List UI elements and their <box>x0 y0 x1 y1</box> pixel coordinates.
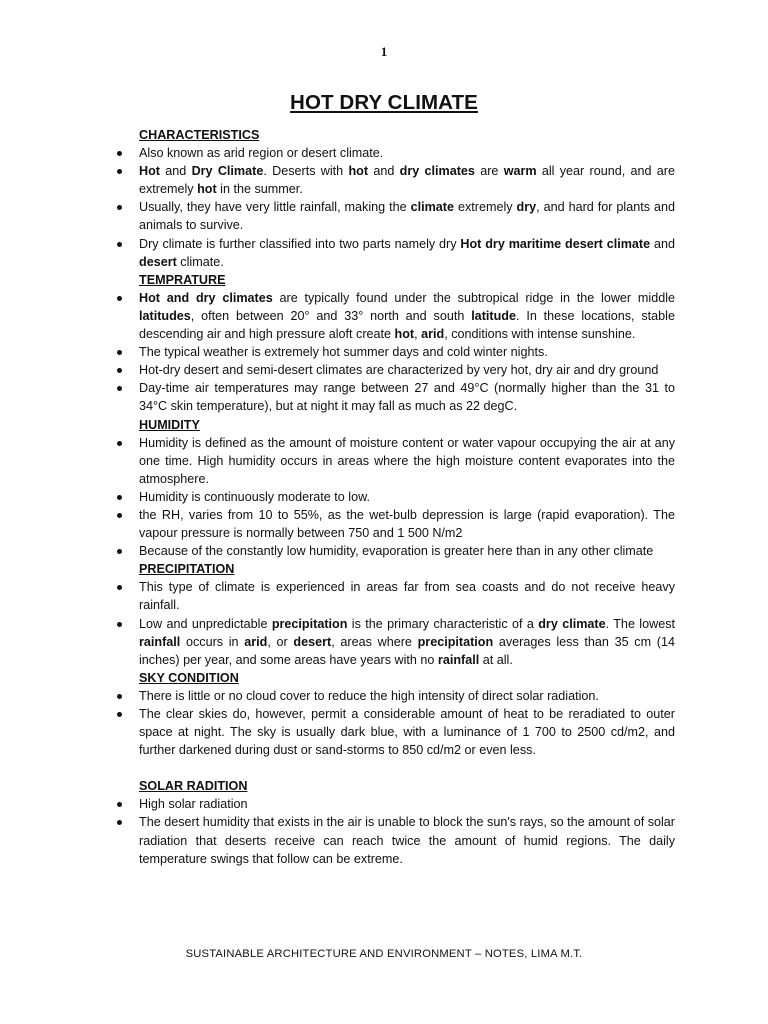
bold-text: Hot dry maritime desert climate <box>460 236 651 251</box>
bold-text: rainfall <box>139 634 181 649</box>
section-heading-solar-radition: SOLAR RADITION <box>139 779 248 794</box>
text-run: There is little or no cloud cover to reduce the high intensity of direct solar radiation. <box>139 688 599 703</box>
text-run: Usually, they have very little rainfall, making the <box>139 200 411 215</box>
bullet-item <box>115 705 675 759</box>
text-run: , <box>414 327 422 342</box>
bold-text: hot <box>394 327 415 342</box>
bullet-item <box>115 198 675 234</box>
bullet-icon <box>117 205 122 210</box>
bullet-item <box>115 542 675 560</box>
text-run: , conditions with intense sunshine. <box>444 327 636 342</box>
page-number: 1 <box>380 44 388 59</box>
bullet-item <box>115 379 675 415</box>
text-run: all year round, and are extremely <box>139 164 676 197</box>
bullet-icon <box>117 296 122 301</box>
text-run: . The lowest <box>605 616 676 631</box>
bullet-icon <box>117 622 122 627</box>
bold-text: dry climates <box>399 164 475 179</box>
text-run: . In these locations, stable descending air and high pressure aloft create <box>139 308 675 342</box>
text-run: Hot-dry desert and semi-desert climates are characterized by very hot, dry air and dry ground <box>139 363 659 378</box>
bold-text: desert <box>293 634 332 649</box>
bullet-item <box>115 506 675 542</box>
bullet-icon <box>117 169 122 174</box>
bold-text: Hot and dry climates <box>139 290 273 305</box>
text-run: . Deserts with <box>263 164 349 179</box>
text-run: , areas where <box>331 634 418 649</box>
text-run: Day-time air temperatures may range between 27 and 49°C (normally higher than the 31 to 34°C skin temperature), but at night it may fall as much as 22 degC. <box>139 381 675 414</box>
bullet-icon <box>117 368 122 373</box>
bold-text: arid <box>421 327 445 342</box>
bullet-item <box>115 813 675 867</box>
text-run: , or <box>267 634 294 649</box>
text-run: and <box>159 164 192 179</box>
bold-text: dry climate <box>538 616 606 631</box>
text-run: at all. <box>479 652 513 667</box>
bullet-icon <box>117 820 122 825</box>
bullet-icon <box>117 242 122 247</box>
text-run: , often between 20° and 33° north and south <box>190 308 472 323</box>
bold-text: warm <box>503 164 537 179</box>
bullet-item <box>115 795 675 813</box>
bold-text: precipitation <box>417 634 494 649</box>
text-run: in the summer. <box>216 182 303 197</box>
section-heading-precipitation: PRECIPITATION <box>139 562 235 577</box>
bullet-item <box>115 687 675 705</box>
section-heading-humidity: HUMIDITY <box>139 417 200 432</box>
bullet-item <box>115 144 675 162</box>
bullet-item <box>115 361 675 379</box>
bullet-item <box>115 615 675 669</box>
text-run: are <box>474 164 504 179</box>
text-run: Humidity is defined as the amount of moisture content or water vapour occupying the air at any one time. High humidity occurs in areas where the high moisture content evaporates into the atmosphere. <box>139 435 675 486</box>
bullet-item <box>115 578 675 614</box>
section-heading-characteristics: CHARACTERISTICS <box>139 128 260 142</box>
bold-text: latitude <box>471 308 516 323</box>
section-heading-temprature: TEMPRATURE <box>139 272 226 287</box>
text-run: High solar radiation <box>139 797 248 812</box>
document-title: HOT DRY CLIMATE <box>290 91 478 114</box>
bullet-icon <box>117 585 122 590</box>
text-run: This type of climate is experienced in areas far from sea coasts and do not receive heavy rainfall. <box>139 580 675 613</box>
bold-text: desert <box>139 254 177 269</box>
text-run: and <box>650 236 675 251</box>
bullet-icon <box>117 549 122 554</box>
text-run: climate. <box>176 254 224 269</box>
document-body <box>115 126 675 868</box>
page-footer: SUSTAINABLE ARCHITECTURE AND ENVIRONMENT – NOTES, LIMA M.T. <box>185 948 583 960</box>
bold-text: arid <box>244 634 268 649</box>
bullet-item <box>115 289 675 343</box>
text-run: and <box>368 164 400 179</box>
bullet-icon <box>117 802 122 807</box>
bullet-icon <box>117 386 122 391</box>
text-run: extremely <box>454 200 517 215</box>
bullet-icon <box>117 151 122 156</box>
text-run: Also known as arid region or desert climate. <box>139 146 384 161</box>
bold-text: hot <box>348 164 369 179</box>
text-run: the RH, varies from 10 to 55%, as the wet-bulb depression is large (rapid evaporation). The vapour pressure is normally between 750 and 1 500 N/m2 <box>139 507 675 541</box>
bullet-icon <box>117 495 122 500</box>
bullet-icon <box>117 441 122 446</box>
bullet-item <box>115 434 675 488</box>
section-heading-sky-condition: SKY CONDITION <box>139 670 239 685</box>
text-run: Dry climate is further classified into two parts namely dry <box>139 236 461 251</box>
text-run: , and hard for plants and animals to survive. <box>139 200 676 233</box>
bullet-icon <box>117 350 122 355</box>
text-run: The clear skies do, however, permit a considerable amount of heat to be reradiated to outer space at night. The sky is usually dark blue, with a luminance of 1 700 to 2500 cd/m2, and further darkened during dust or sand-storms to 850 cd/m2 or even less. <box>139 707 675 758</box>
bold-text: latitudes <box>139 308 191 323</box>
bold-text: Hot <box>139 164 160 179</box>
bold-text: hot <box>197 182 217 197</box>
text-run: Humidity is continuously moderate to low. <box>139 489 370 504</box>
bullet-item <box>115 488 675 506</box>
text-run: Low and unpredictable <box>139 616 272 631</box>
text-run: The desert humidity that exists in the air is unable to block the sun's rays, so the amount of solar radiation that deserts receive can reach twice the amount of humid regions. The daily temperature swings that follow can be extreme. <box>139 815 675 866</box>
bold-text: dry <box>516 200 537 215</box>
bold-text: rainfall <box>437 652 480 667</box>
text-run: is the primary characteristic of a <box>347 616 539 631</box>
text-run: Because of the constantly low humidity, evaporation is greater here than in any other climate <box>139 544 654 559</box>
bullet-icon <box>117 694 122 699</box>
bullet-item <box>115 162 675 198</box>
text-run: are typically found under the subtropical ridge in the lower middle <box>272 290 675 305</box>
bullet-item <box>115 235 675 271</box>
text-run: occurs in <box>180 634 245 649</box>
bold-text: climate <box>410 200 454 215</box>
bullet-icon <box>117 513 122 518</box>
text-run: The typical weather is extremely hot summer days and cold winter nights. <box>139 345 548 360</box>
bold-text: precipitation <box>271 616 348 631</box>
text-run: averages less than 35 cm (14 inches) per year, and some areas have years with no <box>139 634 675 667</box>
bold-text: Dry Climate <box>191 164 264 179</box>
bullet-item <box>115 343 675 361</box>
bullet-icon <box>117 712 122 717</box>
